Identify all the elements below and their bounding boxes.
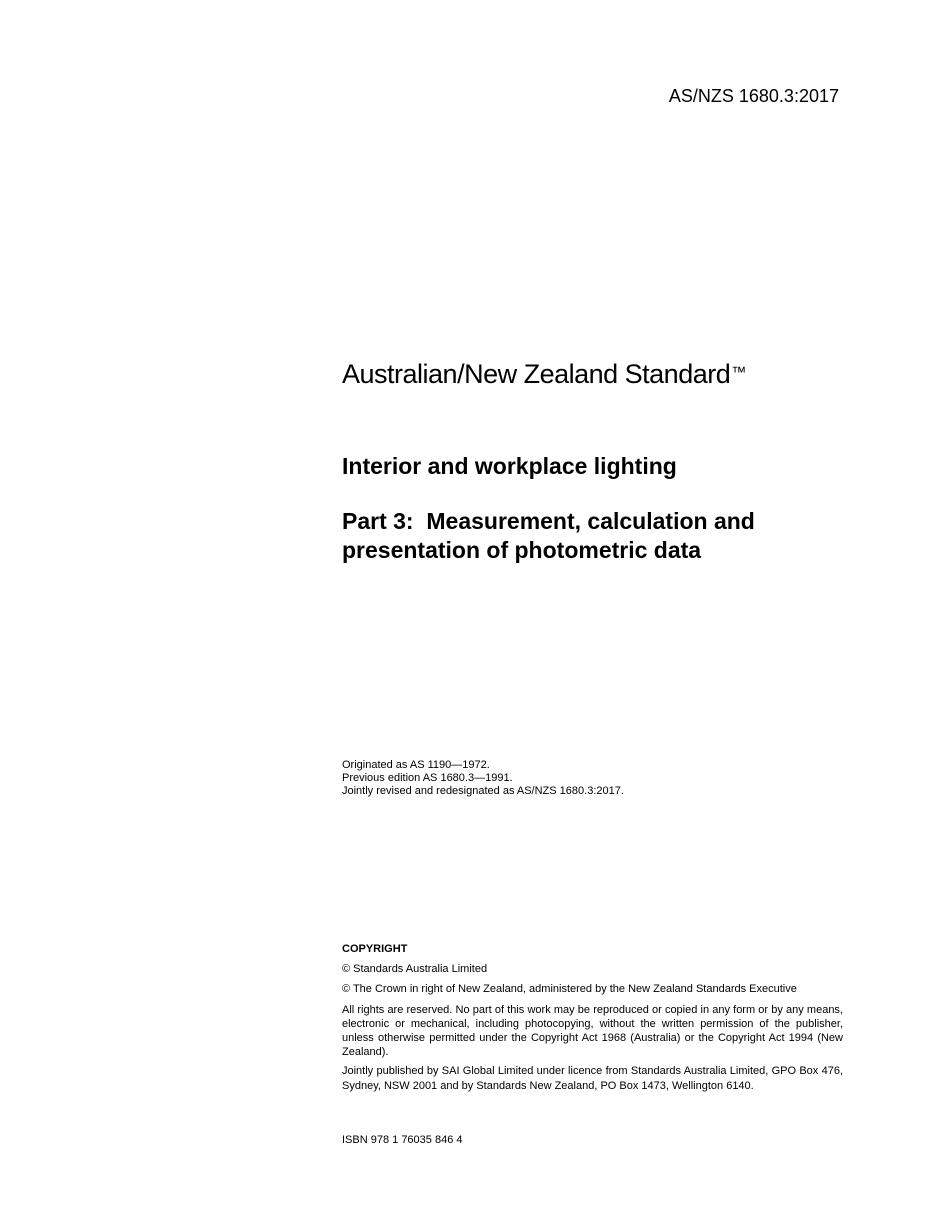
rights-notice: All rights are reserved. No part of this work may be reproduced or copied in any form or by any means, electronic or mechanical, including photocopying, without the written permission of the publisher, unless otherwise permitted under the Copyright Act 1968 (Australia) or the Copyright Act 1994 (New Zealand). <box>342 1003 843 1059</box>
copyright-block <box>342 942 843 1098</box>
edition-history <box>342 759 624 798</box>
document-title: Interior and workplace lighting <box>342 453 677 479</box>
copyright-holder-australia: © Standards Australia Limited <box>342 963 488 976</box>
history-line: Previous edition AS 1680.3—1991. <box>342 772 513 784</box>
history-line: Jointly revised and redesignated as AS/NZS 1680.3:2017. <box>342 785 624 797</box>
copyright-holder-new-zealand: © The Crown in right of New Zealand, administered by the New Zealand Standards Executive <box>342 983 797 996</box>
document-subtitle: Part 3: Measurement, calculation and presentation of photometric data <box>342 508 762 563</box>
standard-heading-text: Australian/New Zealand Standard <box>342 359 731 389</box>
isbn-number: ISBN 978 1 76035 846 4 <box>342 1134 463 1146</box>
publisher-notice: Jointly published by SAI Global Limited under licence from Standards Australia Limited, GPO Box 476, Sydney, NSW 2001 and by Standards New Zealand, PO Box 1473, Wellington 6140. <box>342 1065 843 1092</box>
copyright-heading: COPYRIGHT <box>342 943 408 955</box>
trademark-symbol: ™ <box>731 364 746 381</box>
history-line: Originated as AS 1190—1972. <box>342 759 490 771</box>
standard-heading <box>342 358 746 390</box>
document-number: AS/NZS 1680.3:2017 <box>668 86 839 106</box>
